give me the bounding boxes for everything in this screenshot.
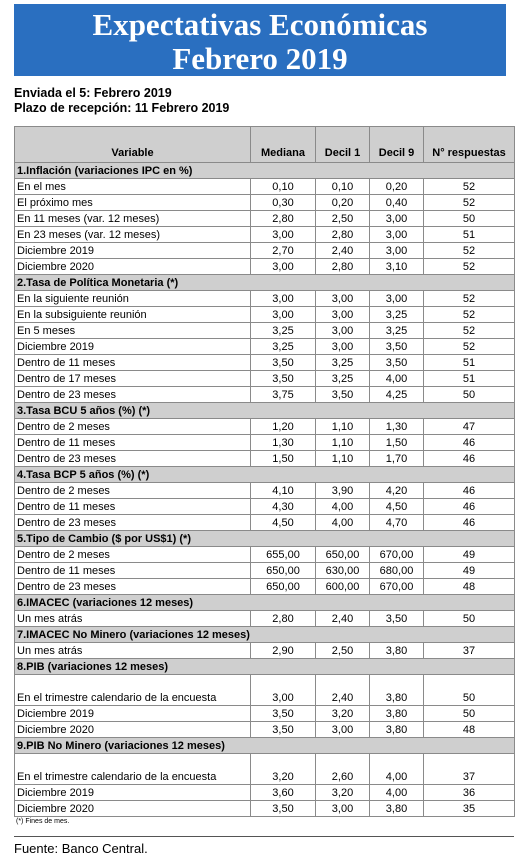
decil-1-cell: 3,50: [316, 387, 370, 403]
decil-9-cell: 3,80: [370, 722, 424, 738]
table-row: [15, 785, 515, 801]
row-label: Un mes atrás: [15, 611, 251, 627]
row-label: Dentro de 11 meses: [15, 435, 251, 451]
decil-1-cell: 3,00: [316, 801, 370, 817]
decil-1-cell: 3,25: [316, 355, 370, 371]
mediana-cell: 3,60: [251, 785, 316, 801]
decil-9-cell: 0,40: [370, 195, 424, 211]
source-note: Fuente: Banco Central.: [14, 841, 148, 856]
respuestas-cell: 46: [424, 499, 515, 515]
table-header-row: [15, 127, 515, 163]
section-title: 5.Tipo de Cambio ($ por US$1) (*): [15, 531, 515, 547]
table-row: [15, 801, 515, 817]
row-label: En el trimestre calendario de la encuesta: [15, 754, 251, 785]
mediana-cell: 2,70: [251, 243, 316, 259]
decil-9-cell: 670,00: [370, 547, 424, 563]
decil-1-cell: 3,00: [316, 307, 370, 323]
row-label: En 11 meses (var. 12 meses): [15, 211, 251, 227]
table-row: [15, 706, 515, 722]
row-label: Diciembre 2019: [15, 339, 251, 355]
table-row: [15, 435, 515, 451]
respuestas-cell: 52: [424, 179, 515, 195]
sent-date: Enviada el 5: Febrero 2019: [14, 86, 172, 100]
footnote: (*) Fines de mes.: [16, 818, 70, 825]
mediana-cell: 2,80: [251, 611, 316, 627]
decil-9-cell: 4,20: [370, 483, 424, 499]
table-row: [15, 355, 515, 371]
decil-9-cell: 3,00: [370, 211, 424, 227]
row-label: En la siguiente reunión: [15, 291, 251, 307]
respuestas-cell: 50: [424, 611, 515, 627]
row-label: Diciembre 2019: [15, 706, 251, 722]
decil-1-cell: 650,00: [316, 547, 370, 563]
table-row: [15, 323, 515, 339]
decil-9-cell: 1,30: [370, 419, 424, 435]
table-row: [15, 754, 515, 785]
decil-1-cell: 0,20: [316, 195, 370, 211]
decil-9-cell: 670,00: [370, 579, 424, 595]
section-header-row: [15, 738, 515, 754]
decil-1-cell: 3,90: [316, 483, 370, 499]
mediana-cell: 3,50: [251, 371, 316, 387]
decil-1-cell: 2,40: [316, 243, 370, 259]
respuestas-cell: 52: [424, 291, 515, 307]
mediana-cell: 3,00: [251, 307, 316, 323]
table-row: [15, 259, 515, 275]
row-label: En 5 meses: [15, 323, 251, 339]
mediana-cell: 3,50: [251, 801, 316, 817]
mediana-cell: 3,25: [251, 339, 316, 355]
table-row: [15, 579, 515, 595]
mediana-cell: 3,75: [251, 387, 316, 403]
row-label: Diciembre 2020: [15, 722, 251, 738]
decil-1-cell: 3,00: [316, 291, 370, 307]
row-label: Diciembre 2019: [15, 785, 251, 801]
table-row: [15, 722, 515, 738]
reception-deadline: Plazo de recepción: 11 Febrero 2019: [14, 101, 230, 115]
decil-1-cell: 600,00: [316, 579, 370, 595]
decil-9-cell: 3,80: [370, 675, 424, 706]
title-banner: [14, 4, 506, 76]
mediana-cell: 3,50: [251, 722, 316, 738]
decil-9-cell: 3,80: [370, 801, 424, 817]
table-row: [15, 643, 515, 659]
row-label: Diciembre 2020: [15, 259, 251, 275]
mediana-cell: 650,00: [251, 563, 316, 579]
mediana-cell: 1,50: [251, 451, 316, 467]
decil-9-cell: 4,50: [370, 499, 424, 515]
mediana-cell: 3,20: [251, 754, 316, 785]
table-row: [15, 483, 515, 499]
table-row: [15, 307, 515, 323]
section-header-row: [15, 163, 515, 179]
row-label: En el mes: [15, 179, 251, 195]
decil-9-cell: 680,00: [370, 563, 424, 579]
decil-1-cell: 3,20: [316, 706, 370, 722]
row-label: En el trimestre calendario de la encuesta: [15, 675, 251, 706]
table-row: [15, 387, 515, 403]
table-row: [15, 419, 515, 435]
header-mediana: Mediana: [251, 127, 316, 163]
decil-1-cell: 3,20: [316, 785, 370, 801]
mediana-cell: 3,00: [251, 675, 316, 706]
mediana-cell: 1,20: [251, 419, 316, 435]
table-row: [15, 179, 515, 195]
section-header-row: [15, 403, 515, 419]
row-label: En la subsiguiente reunión: [15, 307, 251, 323]
section-header-row: [15, 275, 515, 291]
table-row: [15, 227, 515, 243]
respuestas-cell: 35: [424, 801, 515, 817]
respuestas-cell: 50: [424, 706, 515, 722]
decil-1-cell: 1,10: [316, 435, 370, 451]
title-line-2: Febrero 2019: [172, 41, 348, 76]
decil-9-cell: 4,00: [370, 785, 424, 801]
table-row: [15, 675, 515, 706]
row-label: Diciembre 2019: [15, 243, 251, 259]
table-row: [15, 515, 515, 531]
row-label: Dentro de 2 meses: [15, 483, 251, 499]
expectations-table: [14, 126, 515, 817]
section-header-row: [15, 531, 515, 547]
decil-9-cell: 3,00: [370, 291, 424, 307]
mediana-cell: 2,90: [251, 643, 316, 659]
respuestas-cell: 49: [424, 547, 515, 563]
section-title: 7.IMACEC No Minero (variaciones 12 meses): [15, 627, 515, 643]
row-label: Dentro de 23 meses: [15, 387, 251, 403]
mediana-cell: 3,50: [251, 355, 316, 371]
section-header-row: [15, 467, 515, 483]
decil-1-cell: 4,00: [316, 499, 370, 515]
row-label: Dentro de 23 meses: [15, 579, 251, 595]
respuestas-cell: 36: [424, 785, 515, 801]
divider: [14, 836, 514, 837]
table-row: [15, 371, 515, 387]
row-label: Diciembre 2020: [15, 801, 251, 817]
respuestas-cell: 46: [424, 483, 515, 499]
header-decil-1: Decil 1: [316, 127, 370, 163]
respuestas-cell: 46: [424, 451, 515, 467]
mediana-cell: 4,50: [251, 515, 316, 531]
header-decil-9: Decil 9: [370, 127, 424, 163]
decil-1-cell: 1,10: [316, 451, 370, 467]
section-title: 9.PIB No Minero (variaciones 12 meses): [15, 738, 515, 754]
respuestas-cell: 51: [424, 371, 515, 387]
table-row: [15, 195, 515, 211]
section-header-row: [15, 659, 515, 675]
mediana-cell: 2,80: [251, 211, 316, 227]
respuestas-cell: 46: [424, 435, 515, 451]
decil-1-cell: 630,00: [316, 563, 370, 579]
decil-9-cell: 3,00: [370, 243, 424, 259]
decil-1-cell: 0,10: [316, 179, 370, 195]
respuestas-cell: 50: [424, 211, 515, 227]
respuestas-cell: 51: [424, 227, 515, 243]
decil-1-cell: 4,00: [316, 515, 370, 531]
decil-9-cell: 4,00: [370, 371, 424, 387]
section-title: 8.PIB (variaciones 12 meses): [15, 659, 515, 675]
section-title: 3.Tasa BCU 5 años (%) (*): [15, 403, 515, 419]
decil-1-cell: 2,40: [316, 611, 370, 627]
mediana-cell: 3,00: [251, 259, 316, 275]
row-label: Dentro de 23 meses: [15, 515, 251, 531]
respuestas-cell: 48: [424, 722, 515, 738]
decil-1-cell: 2,80: [316, 227, 370, 243]
decil-1-cell: 2,50: [316, 643, 370, 659]
section-header-row: [15, 595, 515, 611]
mediana-cell: 1,30: [251, 435, 316, 451]
table-body: [15, 163, 515, 817]
mediana-cell: 3,50: [251, 706, 316, 722]
decil-9-cell: 3,50: [370, 339, 424, 355]
mediana-cell: 0,10: [251, 179, 316, 195]
survey-meta: [14, 86, 229, 116]
decil-1-cell: 3,00: [316, 323, 370, 339]
decil-9-cell: 3,00: [370, 227, 424, 243]
section-title: 4.Tasa BCP 5 años (%) (*): [15, 467, 515, 483]
section-title: 2.Tasa de Política Monetaria (*): [15, 275, 515, 291]
decil-1-cell: 2,40: [316, 675, 370, 706]
table-row: [15, 451, 515, 467]
table-row: [15, 547, 515, 563]
decil-9-cell: 1,50: [370, 435, 424, 451]
row-label: Dentro de 11 meses: [15, 499, 251, 515]
decil-9-cell: 3,25: [370, 323, 424, 339]
respuestas-cell: 52: [424, 259, 515, 275]
row-label: Dentro de 23 meses: [15, 451, 251, 467]
respuestas-cell: 50: [424, 387, 515, 403]
respuestas-cell: 51: [424, 355, 515, 371]
decil-1-cell: 2,50: [316, 211, 370, 227]
mediana-cell: 3,00: [251, 291, 316, 307]
mediana-cell: 655,00: [251, 547, 316, 563]
table-row: [15, 243, 515, 259]
mediana-cell: 4,30: [251, 499, 316, 515]
mediana-cell: 0,30: [251, 195, 316, 211]
table-row: [15, 211, 515, 227]
table-row: [15, 291, 515, 307]
decil-9-cell: 3,50: [370, 355, 424, 371]
respuestas-cell: 52: [424, 195, 515, 211]
respuestas-cell: 47: [424, 419, 515, 435]
decil-1-cell: 3,00: [316, 339, 370, 355]
decil-9-cell: 3,10: [370, 259, 424, 275]
table-row: [15, 499, 515, 515]
respuestas-cell: 48: [424, 579, 515, 595]
title-line-1: Expectativas Económicas: [92, 7, 428, 42]
decil-9-cell: 0,20: [370, 179, 424, 195]
respuestas-cell: 52: [424, 323, 515, 339]
decil-9-cell: 1,70: [370, 451, 424, 467]
respuestas-cell: 37: [424, 643, 515, 659]
decil-9-cell: 4,25: [370, 387, 424, 403]
respuestas-cell: 46: [424, 515, 515, 531]
row-label: Dentro de 11 meses: [15, 563, 251, 579]
decil-9-cell: 4,00: [370, 754, 424, 785]
respuestas-cell: 37: [424, 754, 515, 785]
mediana-cell: 4,10: [251, 483, 316, 499]
decil-1-cell: 3,25: [316, 371, 370, 387]
row-label: El próximo mes: [15, 195, 251, 211]
decil-9-cell: 3,50: [370, 611, 424, 627]
table-row: [15, 563, 515, 579]
respuestas-cell: 49: [424, 563, 515, 579]
row-label: Dentro de 11 meses: [15, 355, 251, 371]
row-label: Un mes atrás: [15, 643, 251, 659]
respuestas-cell: 52: [424, 243, 515, 259]
decil-1-cell: 1,10: [316, 419, 370, 435]
decil-9-cell: 4,70: [370, 515, 424, 531]
decil-9-cell: 3,25: [370, 307, 424, 323]
header-respuestas: N° respuestas: [424, 127, 515, 163]
table-row: [15, 611, 515, 627]
header-variable: Variable: [15, 127, 251, 163]
mediana-cell: 3,00: [251, 227, 316, 243]
section-header-row: [15, 627, 515, 643]
respuestas-cell: 52: [424, 307, 515, 323]
row-label: Dentro de 17 meses: [15, 371, 251, 387]
row-label: En 23 meses (var. 12 meses): [15, 227, 251, 243]
section-title: 1.Inflación (variaciones IPC en %): [15, 163, 515, 179]
mediana-cell: 650,00: [251, 579, 316, 595]
decil-9-cell: 3,80: [370, 706, 424, 722]
table-row: [15, 339, 515, 355]
row-label: Dentro de 2 meses: [15, 547, 251, 563]
section-title: 6.IMACEC (variaciones 12 meses): [15, 595, 515, 611]
decil-1-cell: 3,00: [316, 722, 370, 738]
decil-9-cell: 3,80: [370, 643, 424, 659]
row-label: Dentro de 2 meses: [15, 419, 251, 435]
decil-1-cell: 2,80: [316, 259, 370, 275]
decil-1-cell: 2,60: [316, 754, 370, 785]
mediana-cell: 3,25: [251, 323, 316, 339]
respuestas-cell: 52: [424, 339, 515, 355]
respuestas-cell: 50: [424, 675, 515, 706]
